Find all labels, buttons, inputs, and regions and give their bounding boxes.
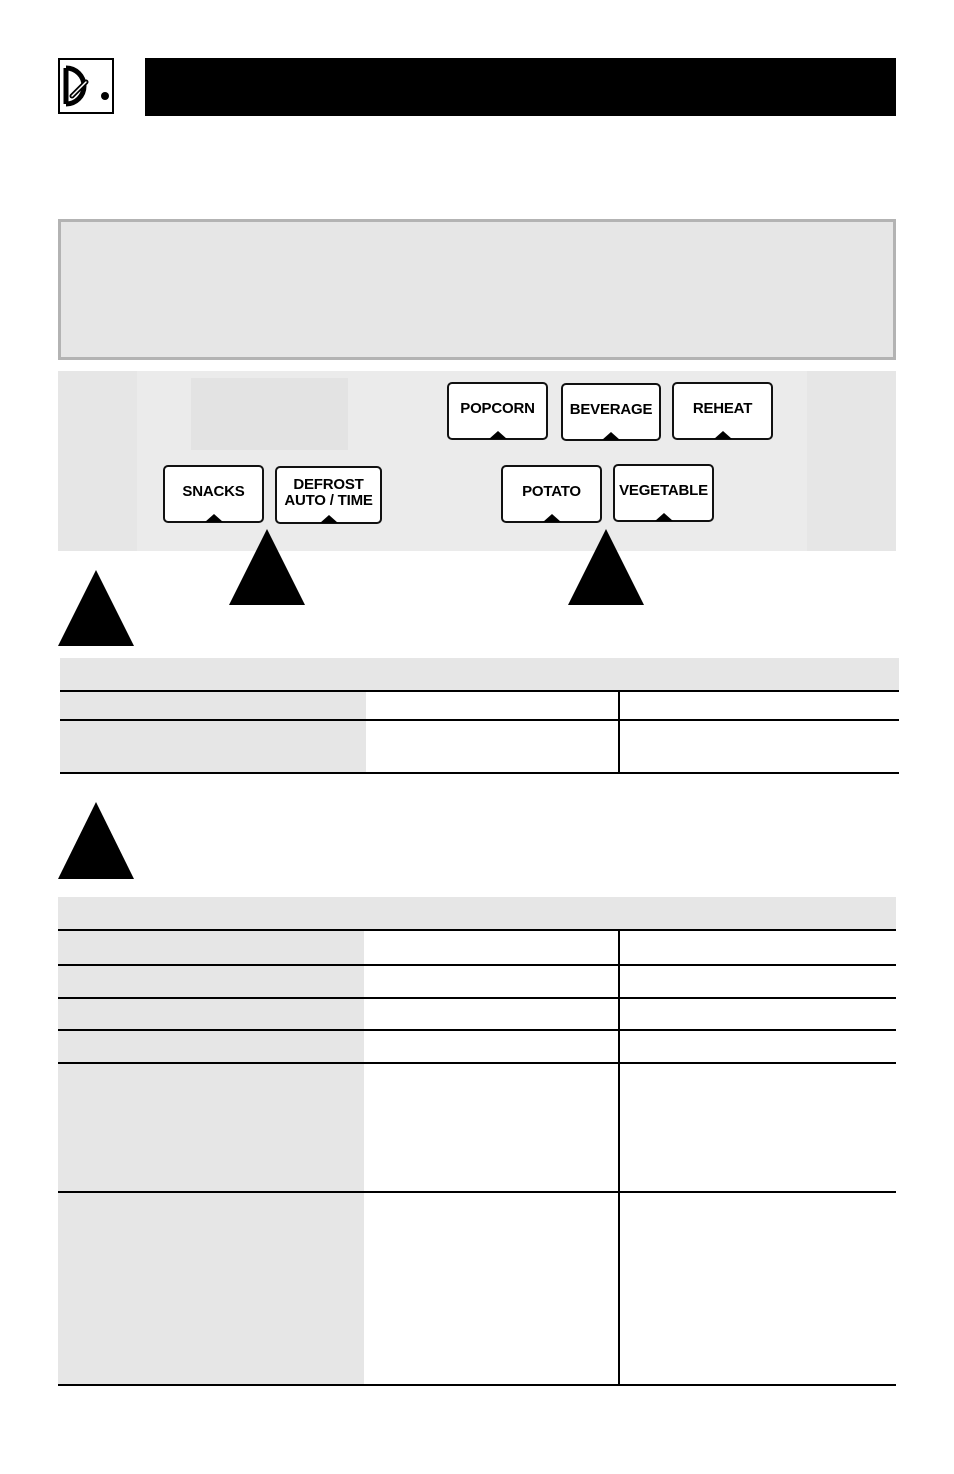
pointer-triangle-right xyxy=(568,529,644,605)
table-row xyxy=(58,966,364,997)
vegetable-key[interactable] xyxy=(613,464,714,522)
section-marker-triangle-2 xyxy=(58,802,134,879)
table-1-header xyxy=(60,658,899,691)
table-row xyxy=(58,931,364,964)
table-row xyxy=(60,692,366,720)
table-2-header xyxy=(58,897,896,929)
section-title-bar xyxy=(145,58,896,116)
beverage-key[interactable] xyxy=(561,383,661,441)
table-row xyxy=(58,1064,364,1191)
panel-display xyxy=(191,378,348,450)
reheat-key-label: REHEAT xyxy=(692,400,753,417)
defrost-key[interactable] xyxy=(275,466,382,524)
vegetable-key-label: VEGETABLE xyxy=(619,482,708,499)
logo-badge xyxy=(58,58,114,114)
beverage-key-label: BEVERAGE xyxy=(569,401,653,418)
reheat-key[interactable] xyxy=(672,382,773,440)
table-row xyxy=(60,721,366,773)
snacks-key-label: SNACKS xyxy=(182,483,245,500)
snacks-key[interactable] xyxy=(163,465,264,523)
potato-key[interactable] xyxy=(501,465,602,523)
pointer-triangle-left xyxy=(229,529,305,605)
dial-timer-icon xyxy=(60,60,112,112)
notice-box xyxy=(58,219,896,360)
potato-key-label: POTATO xyxy=(522,483,581,500)
table-row xyxy=(58,999,364,1029)
popcorn-key[interactable] xyxy=(447,382,548,440)
defrost-key-label: DEFROST AUTO / TIME xyxy=(284,476,373,509)
popcorn-key-label: POPCORN xyxy=(460,400,535,417)
table-row xyxy=(58,1193,364,1384)
section-marker-triangle-1 xyxy=(58,570,134,646)
table-row xyxy=(58,1031,364,1062)
